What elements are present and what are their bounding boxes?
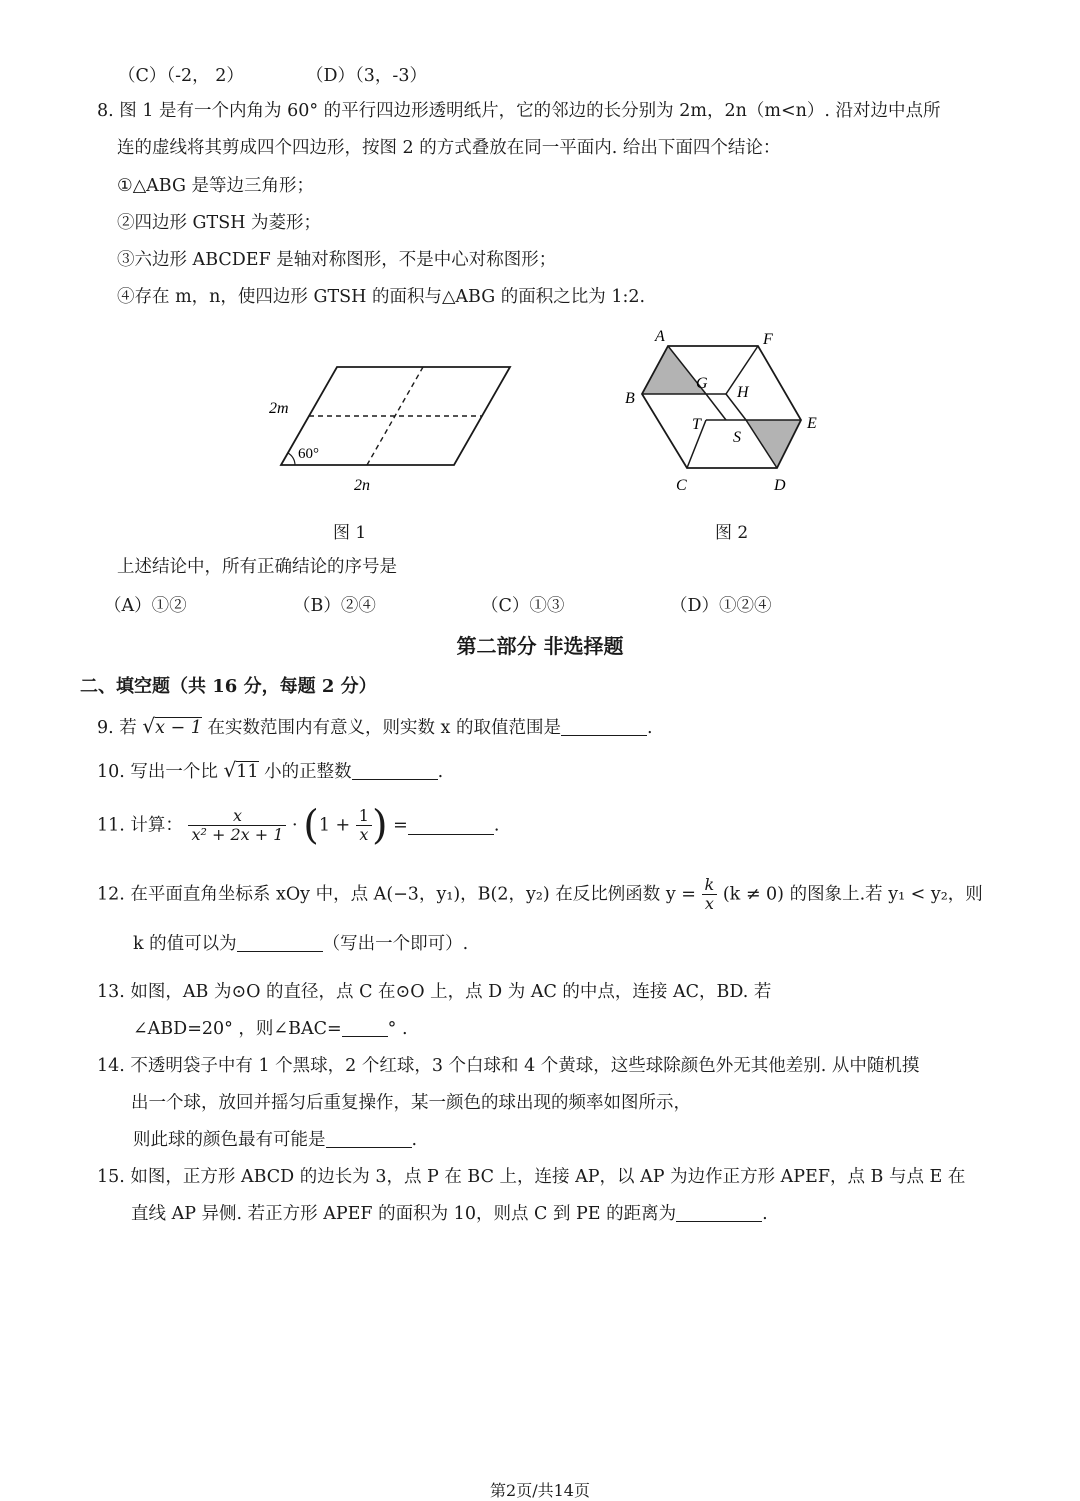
q11-one-plus: 1 +: [318, 815, 351, 836]
q13-line2-pre: ∠ABD=20° ，则∠BAC=: [133, 1019, 342, 1039]
fig2-label-c: C: [676, 477, 687, 494]
q9-answer-blank[interactable]: [561, 717, 647, 736]
q11-inner-num: 1: [356, 807, 372, 826]
q10-pre: 10. 写出一个比: [97, 762, 218, 782]
q12-x: x: [704, 894, 714, 913]
fig1-label-angle: 60°: [298, 446, 319, 462]
q10-sqrt-sign: √: [223, 758, 237, 782]
q7-option-d: （D）（3，-3）: [306, 66, 427, 86]
q12-fraction: [702, 876, 718, 913]
q15-line2: [131, 1202, 768, 1226]
q15-answer-blank[interactable]: [676, 1203, 762, 1222]
q11: [97, 800, 499, 851]
q8-prompt: 上述结论中，所有正确结论的序号是: [117, 557, 397, 577]
q7-option-c: （C）（-2， 2）: [118, 66, 244, 86]
q12-line2-post: （写出一个即可）.: [322, 934, 469, 954]
q11-fraction: [188, 807, 286, 844]
q10-post: 小的正整数: [264, 762, 352, 782]
q12-line2-pre: k 的值可以为: [133, 934, 237, 954]
q8-line2: 连的虚线将其剪成四个四边形，按图 2 的方式叠放在同一平面内. 给出下面四个结论：: [117, 138, 781, 158]
fig2-label-a: A: [655, 328, 665, 345]
q15-line2-post: .: [762, 1204, 768, 1224]
q10-end: .: [437, 762, 444, 782]
fig2-label-g: G: [696, 375, 708, 392]
q8-option-a: （A）①②: [104, 596, 187, 616]
fig2-label-b: B: [625, 390, 635, 407]
figure-2-hexagon: [610, 322, 830, 502]
figure-1-parallelogram: [250, 350, 540, 500]
q8-conclusion-2: ②四边形 GTSH 为菱形；: [117, 213, 322, 233]
q9-sqrt-sign: √: [142, 714, 156, 738]
fig1-label-side: 2m: [269, 400, 289, 417]
q8-line1: 8. 图 1 是有一个内角为 60° 的平行四边形透明纸片，它的邻边的长分别为 2m，2n（m<n）. 沿对边中点所: [97, 101, 941, 121]
q14-line2: 出一个球，放回并摇匀后重复操作，某一颜色的球出现的频率如图所示，: [131, 1093, 691, 1113]
q11-right-paren: ): [371, 802, 388, 849]
fig1-label-base: 2n: [354, 477, 370, 494]
q13-line1: 13. 如图，AB 为⊙O 的直径，点 C 在⊙O 上，点 D 为 AC 的中点，连接 AC，BD. 若: [97, 982, 772, 1002]
q12-answer-blank[interactable]: [237, 933, 323, 952]
figure-1-caption: 图 1: [333, 523, 367, 543]
q8-option-d: （D）①②④: [670, 596, 772, 616]
q8-option-b: （B）②④: [293, 596, 376, 616]
q9-post: 在实数范围内有意义，则实数 x 的取值范围是: [207, 718, 561, 738]
section2-title: 二、填空题（共 16 分，每题 2 分）: [80, 676, 377, 697]
q11-num: x: [188, 807, 286, 826]
q11-end: .: [493, 815, 500, 836]
q12-line1: [97, 869, 983, 920]
q10-answer-blank[interactable]: [352, 761, 438, 780]
q11-pre: 11. 计算：: [97, 815, 183, 836]
fig2-label-d: D: [774, 477, 786, 494]
q13-line2-post: ° .: [387, 1019, 408, 1039]
q12-post: (k ≠ 0) 的图象上.若 y₁ < y₂，则: [722, 884, 983, 905]
q14-line3: [133, 1128, 417, 1152]
q15-line2-pre: 直线 AP 异侧. 若正方形 APEF 的面积为 10，则点 C 到 PE 的距离为: [131, 1204, 677, 1224]
q11-inner-den: x: [359, 825, 369, 844]
q12-line2: [133, 932, 468, 956]
q11-den: x² + 2x + 1: [191, 825, 284, 844]
q14-line3-pre: 则此球的颜色最有可能是: [133, 1130, 326, 1150]
fig2-label-f: F: [763, 331, 773, 348]
q10-radicand: 11: [236, 762, 259, 782]
fig2-label-t: T: [692, 416, 701, 433]
q9: [97, 714, 653, 740]
q9-pre: 9. 若: [97, 718, 137, 738]
q8-conclusion-3: ③六边形 ABCDEF 是轴对称图形，不是中心对称图形；: [117, 250, 557, 270]
q12-k: k: [702, 876, 718, 895]
q9-radicand: x − 1: [155, 718, 202, 738]
q14-line3-post: .: [411, 1130, 418, 1150]
q11-inner-fraction: [356, 807, 372, 844]
q11-left-paren: (: [303, 802, 319, 849]
q9-end: .: [646, 718, 653, 738]
q13-answer-blank[interactable]: [342, 1018, 388, 1037]
part2-title: 第二部分 非选择题: [456, 634, 624, 658]
fig2-label-s: S: [733, 429, 741, 446]
q14-answer-blank[interactable]: [326, 1129, 412, 1148]
q13-line2: [133, 1017, 408, 1041]
q8-conclusion-4: ④存在 m，n，使四边形 GTSH 的面积与△ABG 的面积之比为 1:2.: [117, 287, 646, 307]
q11-dot: ·: [292, 815, 298, 836]
q8-conclusion-1: ①△ABG 是等边三角形；: [117, 176, 315, 196]
q8-option-c: （C）①③: [481, 596, 565, 616]
page-footer: 第2页/共14页: [490, 1481, 590, 1500]
fig2-label-h: H: [737, 384, 749, 401]
q11-answer-blank[interactable]: [408, 816, 494, 835]
q14-line1: 14. 不透明袋子中有 1 个黑球，2 个红球，3 个白球和 4 个黄球，这些球除颜色外无其他差别. 从中随机摸: [97, 1056, 920, 1076]
q11-eq: =: [393, 815, 408, 836]
q12-pre: 12. 在平面直角坐标系 xOy 中，点 A(−3，y₁)，B(2，y₂) 在反比例函数 y =: [97, 884, 696, 905]
figure-2-caption: 图 2: [715, 523, 749, 543]
q15-line1: 15. 如图，正方形 ABCD 的边长为 3，点 P 在 BC 上，连接 AP，以 AP 为边作正方形 APEF，点 B 与点 E 在: [97, 1167, 966, 1187]
q10: [97, 758, 443, 784]
fig2-label-e: E: [807, 415, 817, 432]
